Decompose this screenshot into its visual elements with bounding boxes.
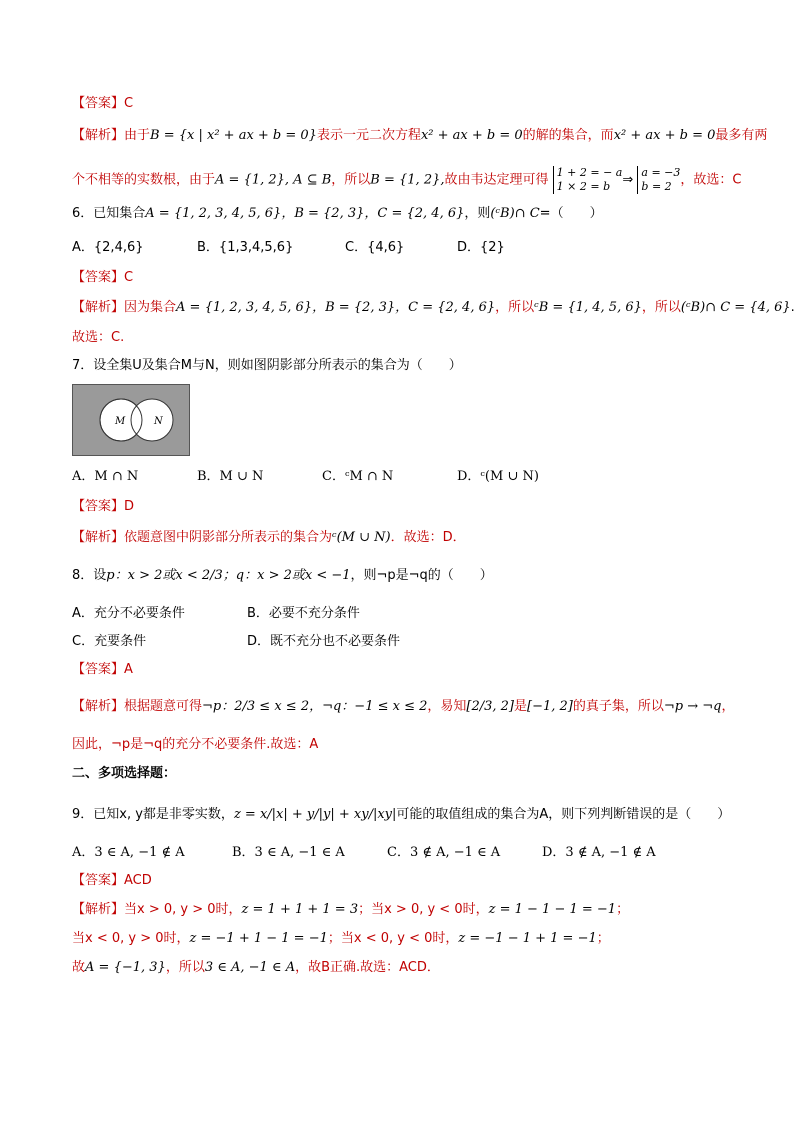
text: ；当x > 0, y < 0时， xyxy=(358,902,489,917)
label-n: N xyxy=(154,416,163,427)
implies-arrow: ⇒ xyxy=(622,172,634,188)
text: 6．已知集合 xyxy=(72,206,146,221)
text: 依题意图中阴影部分所表示的集合为 xyxy=(124,530,333,545)
math: z = 1 − 1 − 1 = −1 xyxy=(488,902,617,917)
answer-value: C xyxy=(124,96,134,111)
q9-explanation-line3 xyxy=(72,958,440,978)
equation-system-1 xyxy=(553,166,623,194)
q8-explanation-line1 xyxy=(72,697,735,717)
answer-tag: 【答案】 xyxy=(72,499,125,514)
answer-value: D xyxy=(124,499,135,514)
text: 个不相等的实数根，由于 xyxy=(72,172,216,188)
q8-option-a: A．充分不必要条件 xyxy=(72,606,185,621)
text: 当x < 0, y > 0时， xyxy=(72,931,190,946)
math: A = {1, 2}, A ⊆ B xyxy=(215,172,332,188)
explanation-tag: 【解析】 xyxy=(72,128,125,143)
text: ，则¬p是¬q的（ ） xyxy=(350,568,493,583)
math: ，B = {2, 3} xyxy=(281,206,365,221)
math: (ᶜB)∩ C xyxy=(490,206,540,221)
text: ， xyxy=(721,699,735,714)
math: z = −1 − 1 + 1 = −1 xyxy=(458,931,597,946)
q8-stem xyxy=(72,566,493,586)
q6-explanation-line1 xyxy=(72,298,795,318)
text: 8．设 xyxy=(72,568,107,583)
text: 故 xyxy=(72,960,86,975)
q9-option-d: D．3 ∉ A, −1 ∉ A xyxy=(542,845,656,860)
equation-system-2 xyxy=(637,166,680,194)
q8-option-d: D．既不充分也不必要条件 xyxy=(247,634,401,649)
math: x² + ax + b = 0 xyxy=(420,128,523,143)
q5-explanation-line1 xyxy=(72,126,767,146)
math: p：x > 2或x < 2/3 xyxy=(106,568,223,583)
math: a = −3 xyxy=(641,166,681,179)
text: ； xyxy=(616,902,630,917)
math: 1 + 2 = − a xyxy=(556,166,623,179)
q7-option-c: C．ᶜM ∩ N xyxy=(322,469,394,484)
text: ．故选：D． xyxy=(390,530,466,545)
answer-value: C xyxy=(124,270,134,285)
math: z = 1 + 1 + 1 = 3 xyxy=(241,902,359,917)
text: 因为集合 xyxy=(124,300,177,315)
q6-explanation-line2: 故选：C. xyxy=(72,330,125,345)
q9-explanation-line2 xyxy=(72,929,610,949)
q8-explanation-line2 xyxy=(72,735,318,755)
q7-stem: 7．设全集U及集合M与N，则如图阴影部分所表示的集合为（ ） xyxy=(72,358,462,373)
text: 的真子集，所以 xyxy=(572,699,664,714)
q7-option-b: B．M ∪ N xyxy=(197,469,264,484)
text: ，所以 xyxy=(165,960,205,975)
q9-option-a: A．3 ∈ A, −1 ∉ A xyxy=(72,845,185,860)
text: 最多有两 xyxy=(715,128,768,143)
text: 表示一元二次方程 xyxy=(316,128,421,143)
venn-svg xyxy=(73,385,189,455)
math: ；q：x > 2或x < −1 xyxy=(222,568,351,583)
math: x² + ax + b = 0 xyxy=(613,128,716,143)
math: [−1, 2] xyxy=(527,699,573,714)
q6-option-a: A．{2,4,6} xyxy=(72,240,144,255)
text: ，所以 xyxy=(331,172,371,188)
answer-value: A xyxy=(124,662,133,677)
label-m: M xyxy=(115,416,126,427)
text: . xyxy=(790,300,795,315)
q5-explanation-line2 xyxy=(72,166,741,194)
q6-option-c: C．{4,6} xyxy=(345,240,405,255)
circle-n xyxy=(131,399,173,441)
answer-tag: 【答案】 xyxy=(72,270,125,285)
text: ；当x < 0, y < 0时， xyxy=(327,931,459,946)
text: ； xyxy=(596,931,610,946)
answer-value: ACD xyxy=(124,873,152,888)
text: 的解的集合，而 xyxy=(522,128,614,143)
answer-tag: 【答案】 xyxy=(72,662,125,677)
q9-stem xyxy=(72,805,730,825)
explanation-tag: 【解析】 xyxy=(72,300,125,315)
q7-option-a: A．M ∩ N xyxy=(72,469,139,484)
math: ，C = {2, 4, 6} xyxy=(364,206,465,221)
text: 因此， xyxy=(72,737,112,752)
math: ，B = {2, 3} xyxy=(312,300,396,315)
q9-explanation-line1 xyxy=(72,900,629,920)
math: z = x/|x| + y/|y| + xy/|xy| xyxy=(233,807,397,822)
math: ¬p → ¬q xyxy=(663,699,722,714)
math: b = 2 xyxy=(641,180,672,193)
q6-option-b: B．{1,3,4,5,6} xyxy=(197,240,294,255)
text: ，故选：C xyxy=(680,172,742,188)
text: ，故B正确.故选：ACD． xyxy=(295,960,440,975)
q5-answer xyxy=(72,94,133,114)
text: ，所以 xyxy=(641,300,681,315)
math: 3 ∈ A, −1 ∈ A xyxy=(204,960,296,975)
explanation-tag: 【解析】 xyxy=(72,530,125,545)
math: A = {1, 2, 3, 4, 5, 6} xyxy=(145,206,282,221)
q8-option-c: C．充要条件 xyxy=(72,634,147,649)
answer-tag: 【答案】 xyxy=(72,96,125,111)
math: A = {−1, 3} xyxy=(85,960,166,975)
q6-answer xyxy=(72,268,133,288)
math: z = −1 + 1 − 1 = −1 xyxy=(189,931,328,946)
text: 故由韦达定理可得 xyxy=(444,172,549,188)
q7-option-d: D．ᶜ(M ∪ N) xyxy=(457,469,539,484)
text: ，所以 xyxy=(495,300,535,315)
explanation-tag: 【解析】 xyxy=(72,699,125,714)
math: [2/3, 2] xyxy=(466,699,515,714)
q9-option-c: C．3 ∉ A, −1 ∈ A xyxy=(387,845,501,860)
math: B = {x | x² + ax + b = 0} xyxy=(150,128,317,143)
math: 1 × 2 = b xyxy=(556,180,611,193)
section-heading: 二、多项选择题： xyxy=(72,766,177,781)
text: 由于 xyxy=(124,128,151,143)
math: ᶜB = {1, 4, 5, 6} xyxy=(534,300,642,315)
q9-option-b: B．3 ∈ A, −1 ∈ A xyxy=(232,845,345,860)
text: 可能的取值组成的集合为A，则下列判断错误的是（ ） xyxy=(396,807,731,822)
math: ᶜ(M ∪ N) xyxy=(332,530,391,545)
text: 是 xyxy=(514,699,528,714)
math: ，¬q：−1 ≤ x ≤ 2 xyxy=(309,699,428,714)
text: ，则 xyxy=(464,206,491,221)
text: 9．已知x, y都是非零实数， xyxy=(72,807,234,822)
explanation-tag: 【解析】 xyxy=(72,902,125,917)
q7-explanation xyxy=(72,528,466,548)
q6-option-d: D．{2} xyxy=(457,240,505,255)
venn-diagram xyxy=(72,384,190,456)
math: ¬p：2/3 ≤ x ≤ 2 xyxy=(202,699,310,714)
math: (ᶜB)∩ C = {4, 6} xyxy=(680,300,791,315)
text: ¬p是¬q的充分不必要条件.故选：A xyxy=(111,737,319,752)
math: ，C = {2, 4, 6} xyxy=(395,300,496,315)
text: =（ ） xyxy=(539,206,603,221)
text: 当x > 0, y > 0时， xyxy=(124,902,242,917)
math: B = {1, 2}, xyxy=(370,172,445,188)
answer-tag: 【答案】 xyxy=(72,873,125,888)
math: A = {1, 2, 3, 4, 5, 6} xyxy=(176,300,313,315)
text: ，易知 xyxy=(427,699,467,714)
q8-option-b: B．必要不充分条件 xyxy=(247,606,360,621)
text: 根据题意可得 xyxy=(124,699,203,714)
q8-answer xyxy=(72,660,133,680)
q7-answer xyxy=(72,497,134,517)
q9-answer xyxy=(72,871,152,891)
q6-stem xyxy=(72,204,603,224)
